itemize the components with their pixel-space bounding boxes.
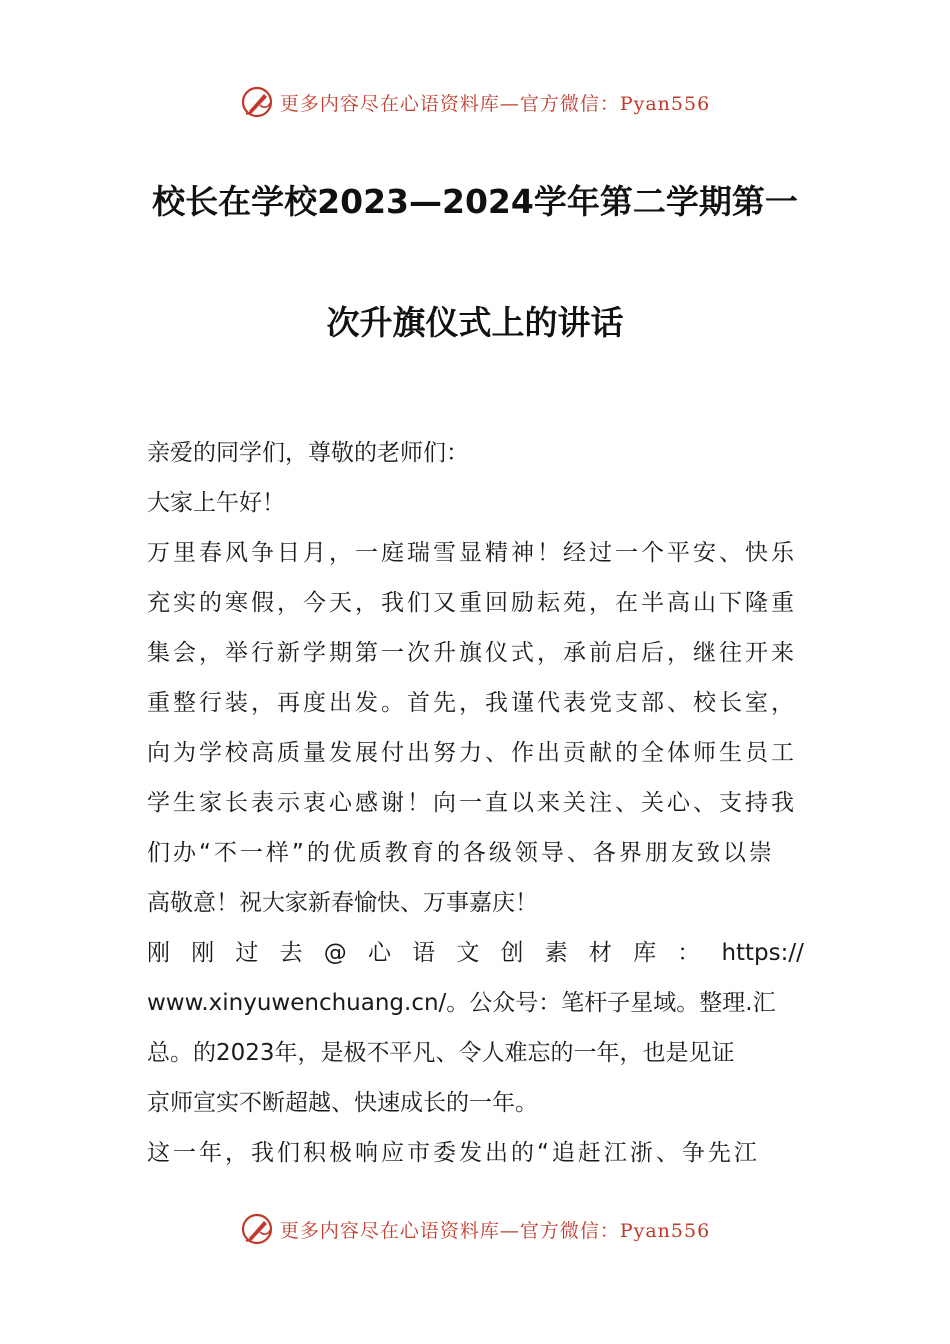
watermark-text: 更多内容尽在心语资料库—官方微信：Pyan556 [279, 1219, 711, 1242]
document-title-line-1: 校长在学校2023—2024学年第二学期第一 [152, 182, 798, 221]
footer-watermark [0, 1209, 950, 1249]
body-line: 充实的寒假，今天，我们又重回励耘苑，在半高山下隆重 [147, 590, 797, 616]
document-body [147, 428, 804, 1178]
url-fragment: https:// [721, 940, 804, 966]
body-line: 高敬意！祝大家新春愉快、万事嘉庆！ [147, 890, 538, 916]
spread-char: @ [323, 940, 347, 966]
body-line: 集会，举行新学期第一次升旗仪式，承前启后，继往开来 [147, 640, 797, 666]
body-line: 向为学校高质量发展付出努力、作出贡献的全体师生员工 [147, 740, 797, 766]
spread-char: 材 [588, 940, 612, 966]
spread-char: 创 [500, 940, 524, 966]
document-title-line-2: 次升旗仪式上的讲话 [326, 303, 624, 342]
body-line: 重整行装，再度出发。首先，我谨代表党支部、校长室， [147, 690, 797, 716]
spread-char: 库 [633, 940, 657, 966]
body-line: 总。的2023年，是极不平凡、令人难忘的一年，也是见证 [147, 1040, 735, 1066]
spread-char: 素 [544, 940, 568, 966]
body-line-spread [147, 928, 804, 978]
spread-char: 刚 [191, 940, 215, 966]
body-line: 万里春风争日月，一庭瑞雪显精神！经过一个平安、快乐 [147, 540, 797, 566]
body-line: 京师宣实不断超越、快速成长的一年。 [147, 1090, 538, 1116]
spread-char: 心 [367, 940, 391, 966]
body-line: www.xinyuwenchuang.cn/。公众号：笔杆子星域。整理.汇 [147, 990, 776, 1016]
spread-char: 文 [456, 940, 480, 966]
quill-pen-logo-icon [240, 85, 274, 119]
spread-char: 刚 [147, 940, 170, 966]
spread-char: ： [677, 940, 701, 966]
salutation: 亲爱的同学们，尊敬的老师们： [147, 440, 469, 466]
body-line: 们办“不一样”的优质教育的各级领导、各界朋友致以崇 [147, 840, 775, 866]
spread-char: 过 [235, 940, 259, 966]
body-line: 这一年，我们积极响应市委发出的“追赶江浙、争先江 [147, 1140, 760, 1166]
quill-pen-logo-icon [240, 1212, 274, 1246]
header-watermark [0, 82, 950, 122]
greeting: 大家上午好！ [147, 490, 285, 516]
watermark-text: 更多内容尽在心语资料库—官方微信：Pyan556 [279, 92, 711, 115]
body-line: 学生家长表示衷心感谢！向一直以来关注、关心、支持我 [147, 790, 797, 816]
spread-char: 语 [412, 940, 436, 966]
spread-char: 去 [279, 940, 303, 966]
